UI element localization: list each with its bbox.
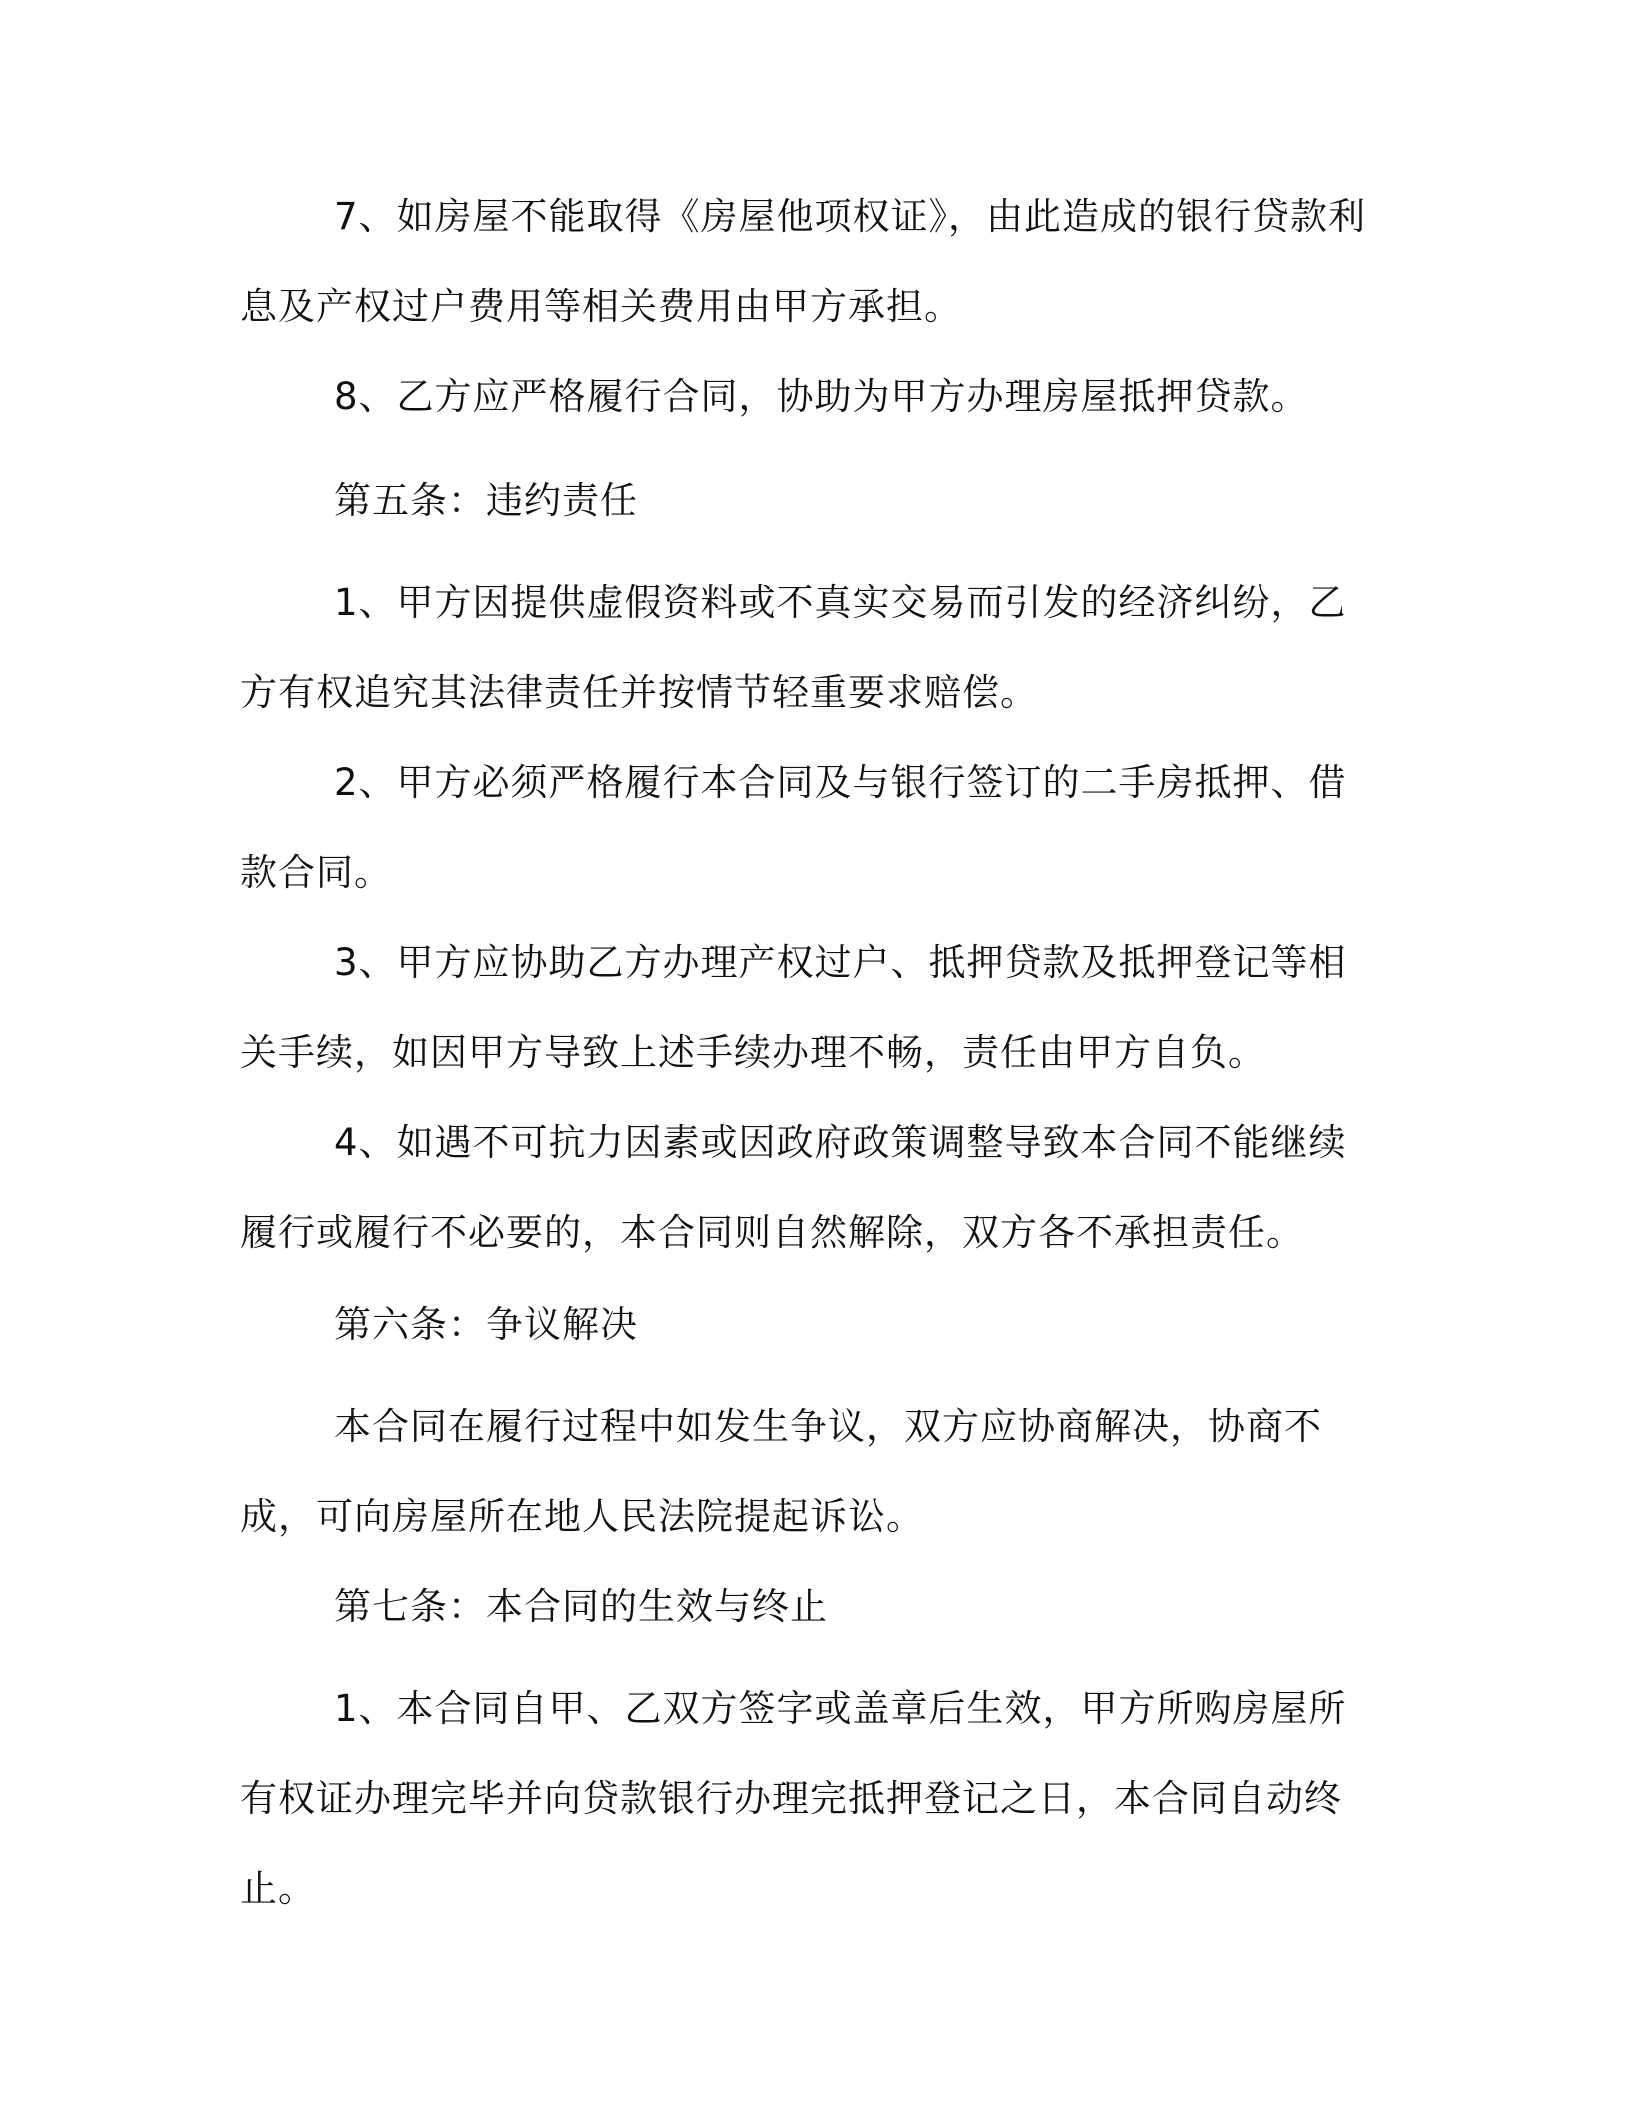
section-heading-5: 第五条：违约责任 <box>334 479 638 522</box>
paragraph-clause-6: 本合同在履行过程中如发生争议，双方应协商解决，协商不成，可向房屋所在地人民法院提起诉讼。 <box>240 1405 1322 1538</box>
paragraph-clause-5-3: 3、甲方应协助乙方办理产权过户、抵押贷款及抵押登记等相关手续，如因甲方导致上述手续办理不畅，责任由甲方自负。 <box>240 941 1347 1074</box>
paragraph-clause-5-1: 1、甲方因提供虚假资料或不真实交易而引发的经济纠纷，乙方有权追究其法律责任并按情节轻重要求赔偿。 <box>240 581 1347 714</box>
paragraph-clause-5-4: 4、如遇不可抗力因素或因政府政策调整导致本合同不能继续履行或履行不必要的，本合同则自然解除，双方各不承担责任。 <box>240 1121 1347 1254</box>
section-heading-6: 第六条：争议解决 <box>334 1303 638 1346</box>
paragraph-clause-5-2: 2、甲方必须严格履行本合同及与银行签订的二手房抵押、借款合同。 <box>240 761 1347 894</box>
section-heading-7: 第七条：本合同的生效与终止 <box>334 1585 828 1628</box>
paragraph-clause-4-7: 7、如房屋不能取得《房屋他项权证》，由此造成的银行贷款利息及产权过户费用等相关费用由甲方承担。 <box>240 195 1367 328</box>
paragraph-clause-7-1: 1、本合同自甲、乙双方签字或盖章后生效，甲方所购房屋所有权证办理完毕并向贷款银行办理完抵押登记之日，本合同自动终止。 <box>240 1687 1347 1910</box>
paragraph-clause-4-8: 8、乙方应严格履行合同，协助为甲方办理房屋抵押贷款。 <box>334 375 1309 418</box>
